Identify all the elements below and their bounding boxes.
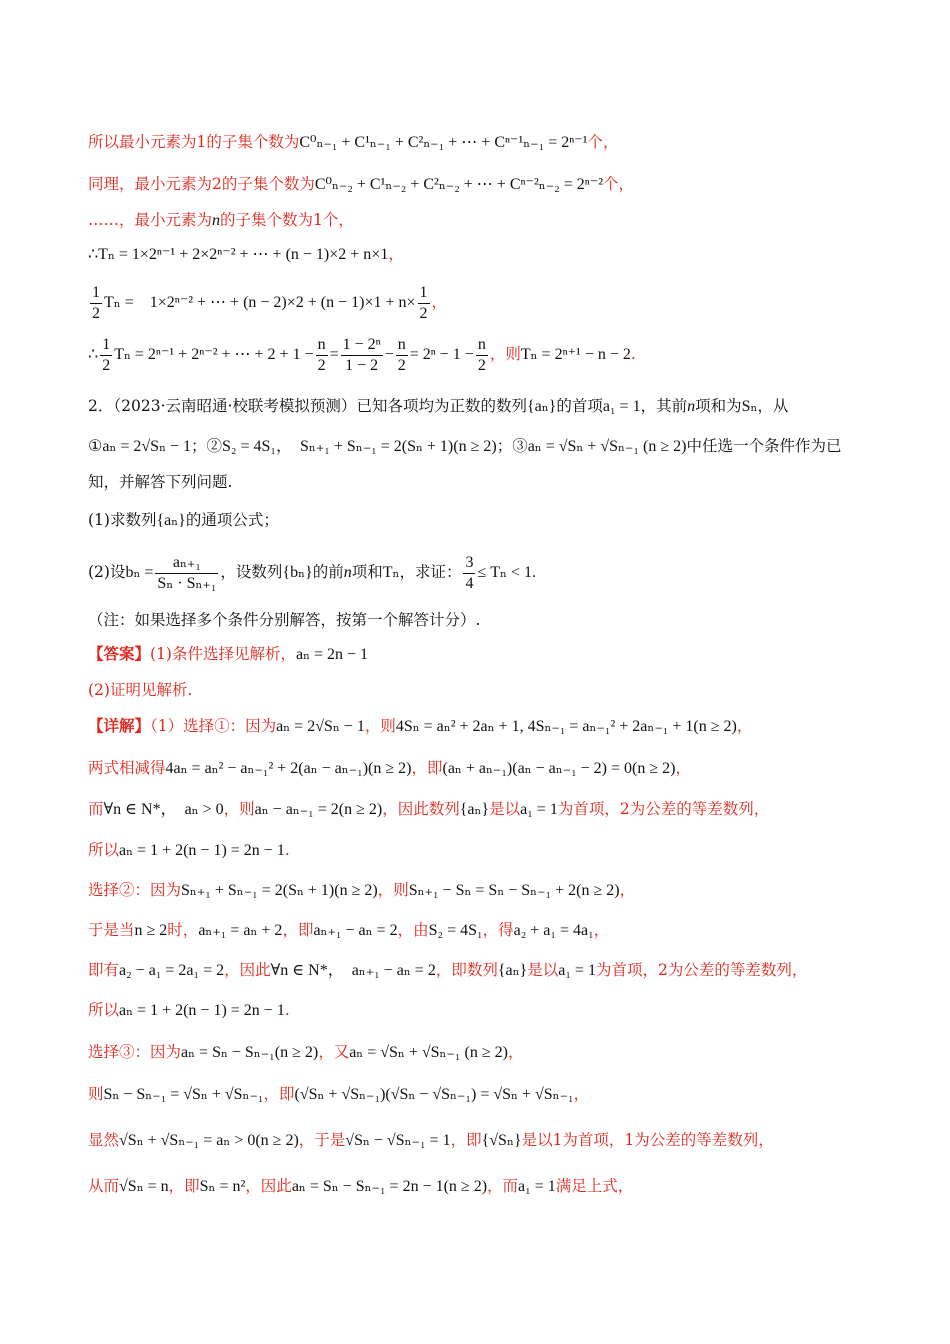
line-text: ；③	[496, 437, 528, 455]
math-expression: Sₙ	[741, 398, 758, 415]
math-expression: aₙ = Sₙ − Sₙ₋₁ = 2n − 1(n ≥ 2)	[291, 1178, 488, 1195]
fraction	[341, 335, 383, 376]
line-text: ，则	[489, 345, 521, 363]
line-text: ，由	[397, 921, 429, 939]
line-text: .	[284, 841, 290, 859]
answer-line	[88, 678, 890, 702]
fraction	[463, 553, 475, 594]
math-expression: √Sₙ = n	[119, 1178, 169, 1195]
line-text: 选择②：因为	[88, 881, 182, 899]
problem-conditions	[88, 434, 890, 459]
line-text: ，即	[411, 759, 443, 777]
math-expression: {aₙ}	[526, 398, 557, 415]
line-text: 知，并解答下列问题.	[88, 473, 233, 491]
detail-line	[88, 878, 890, 903]
fraction-denominator: 4	[465, 574, 474, 592]
math-expression: aₙ − aₙ₋₁ = 2(n ≥ 2)	[254, 801, 383, 818]
line-text: (2)设	[88, 563, 126, 581]
math-expression: 4aₙ = aₙ² − aₙ₋₁² + 2(aₙ − aₙ₋₁)(n ≥ 2)	[165, 760, 412, 777]
math-expression: a₁ = 1	[520, 801, 558, 818]
fraction	[418, 283, 430, 324]
math-expression: S₂ = 4S₁	[428, 922, 483, 939]
line-text: ，	[593, 921, 610, 939]
detail-line	[88, 838, 890, 863]
line-text: 满足上式，	[555, 1177, 634, 1195]
text-line	[88, 242, 890, 267]
line-text: 时，	[167, 921, 199, 939]
answer-line	[88, 642, 890, 667]
fraction-numerator: 3	[463, 553, 475, 574]
math-expression: √Sₙ − √Sₙ₋₁ = 1	[345, 1132, 451, 1149]
line-text: ，于是	[298, 1131, 346, 1149]
math-expression: aₙ = Sₙ − Sₙ₋₁(n ≥ 2)	[181, 1044, 319, 1061]
problem-number: 2．	[88, 397, 114, 415]
text-line	[88, 280, 890, 325]
fraction-denominator: 2	[477, 356, 486, 374]
math-expression: ∀n ∈ N*， aₙ₊₁ − aₙ = 2	[270, 962, 436, 979]
math-expression: (aₙ + aₙ₋₁)(aₙ − aₙ₋₁ − 2) = 0(n ≥ 2)	[442, 760, 676, 777]
line-text: ，	[431, 293, 448, 311]
line-text: 则	[88, 1085, 104, 1103]
text-line	[88, 208, 890, 233]
math-expression: aₙ₊₁ = aₙ + 2	[198, 922, 283, 939]
line-text: ，则	[223, 800, 255, 818]
text-line	[88, 470, 890, 494]
detail-line	[88, 918, 890, 943]
line-text: ，	[619, 881, 636, 899]
line-text: 个，	[603, 175, 635, 193]
math-expression: n ≥ 2	[134, 922, 168, 939]
math-expression: a₂ + a₁ = 4a₁	[513, 922, 594, 939]
line-text: ，因此	[245, 1177, 292, 1195]
line-text: (1)求数列	[88, 511, 157, 529]
math-expression: Tₙ = 2ⁿ⁺¹ − n − 2	[520, 346, 631, 363]
math-expression: a₁ = 1	[558, 962, 596, 979]
text-line	[88, 172, 890, 197]
fraction-numerator: 1 − 2ⁿ	[341, 335, 383, 356]
math-expression: √Sₙ + √Sₙ₋₁ = aₙ > 0(n ≥ 2)	[119, 1132, 299, 1149]
line-text: 为首项，2为公差的等差数列，	[557, 800, 770, 818]
note-text: （注：如果选择多个条件分别解答，按第一个解答计分）.	[88, 611, 481, 629]
line-text: ，	[388, 245, 404, 263]
math-expression: aₙ = √Sₙ + √Sₙ₋₁ (n ≥ 2)	[349, 1044, 508, 1061]
line-text: 是以	[489, 800, 521, 818]
detail-line	[88, 797, 890, 822]
detail-line	[88, 1128, 890, 1153]
line-text: 的前	[312, 563, 344, 581]
math-expression: Sₙ = n²	[199, 1178, 246, 1195]
line-text: (1)条件选择见解析，	[150, 645, 296, 663]
fraction-numerator: 1	[418, 283, 430, 304]
line-text: ，	[675, 759, 691, 777]
line-text: 中任选一个条件作为已	[686, 437, 842, 455]
line-text: 已知各项均为正数的数列	[356, 397, 527, 415]
fraction-numerator: 1	[100, 335, 112, 356]
fraction-numerator: aₙ₊₁	[155, 553, 218, 574]
line-text: ，又	[318, 1043, 350, 1061]
line-text: ，	[736, 717, 753, 735]
line-text: .	[630, 345, 636, 363]
math-expression: Sₙ₊₁ − Sₙ = Sₙ − Sₙ₋₁ + 2(n ≥ 2)	[408, 882, 620, 899]
math-expression: 4Sₙ = aₙ² + 2aₙ + 1, 4Sₙ₋₁ = aₙ₋₁² + 2aₙ₋₁ + 1(n ≥ 2)	[395, 718, 737, 735]
line-text: 选择③：因为	[88, 1043, 182, 1061]
line-text: 的子集个数为1个，	[220, 211, 354, 229]
fraction-denominator: 1 − 2	[345, 356, 379, 374]
math-expression: a₂ − a₁ = 2a₁ = 2	[119, 962, 225, 979]
math-expression: bₙ =	[125, 564, 154, 581]
line-text: ，即数列	[435, 961, 498, 979]
line-text: 个，	[587, 133, 619, 151]
line-text: 两式相减得	[88, 759, 166, 777]
line-text: 所以	[88, 1001, 120, 1019]
question-1	[88, 508, 890, 533]
fraction	[316, 335, 328, 376]
math-expression: C⁰ₙ₋₂ + C¹ₙ₋₂ + C²ₙ₋₂ + ⋯ + Cⁿ⁻²ₙ₋₂ = 2ⁿ⁻²	[314, 176, 604, 193]
line-text: ；②	[191, 437, 223, 455]
math-expression: aₙ₊₁ − aₙ = 2	[313, 922, 398, 939]
line-text: 即有	[88, 961, 120, 979]
line-text: ，	[573, 1085, 590, 1103]
line-text: ，则	[377, 881, 409, 899]
line-text: ……，最小元素为	[88, 211, 213, 229]
detail-line	[88, 958, 890, 983]
answer-tag: 【答案】	[88, 644, 151, 663]
fraction-denominator: 2	[397, 356, 406, 374]
line-text: 项和	[351, 563, 383, 581]
math-expression: {aₙ}	[156, 512, 186, 529]
line-text: 是以	[527, 961, 559, 979]
math-expression: ≤ Tₙ < 1.	[477, 564, 536, 581]
fraction-denominator: Sₙ · Sₙ₊₁	[157, 574, 217, 592]
math-expression: Sₙ₊₁ + Sₙ₋₁ = 2(Sₙ + 1)(n ≥ 2)	[181, 882, 378, 899]
text-line	[88, 130, 890, 155]
condition-3: aₙ = √Sₙ + √Sₙ₋₁ (n ≥ 2)	[527, 438, 687, 455]
line-text: 而	[88, 800, 104, 818]
math-variable: n	[343, 564, 352, 581]
line-text: 的首项	[556, 397, 603, 415]
math-expression: {aₙ}	[459, 801, 490, 818]
fraction	[90, 283, 102, 324]
line-text: 的通项公式；	[185, 511, 279, 529]
problem-source: （2023·云南昭通·校联考模拟预测）	[113, 397, 357, 415]
line-text: 从而	[88, 1177, 120, 1195]
math-expression: {bₙ}	[282, 564, 313, 581]
math-expression: {√Sₙ}	[481, 1132, 522, 1149]
math-expression: Sₙ − Sₙ₋₁ = √Sₙ + √Sₙ₋₁	[103, 1086, 264, 1103]
math-operator: =	[329, 346, 339, 363]
line-text: ，即	[450, 1131, 482, 1149]
line-text: ，因此数列	[382, 800, 460, 818]
math-expression: Tₙ = 1×2ⁿ⁻² + ⋯ + (n − 2)×2 + (n − 1)×1 + n×	[104, 294, 416, 311]
fraction	[100, 335, 112, 376]
fraction	[155, 553, 218, 594]
detail-line	[88, 998, 890, 1023]
math-expression: aₙ = 1 + 2(n − 1) = 2n − 1	[119, 842, 285, 859]
question-2	[88, 550, 890, 595]
line-text: 是以1为首项，1为公差的等差数列，	[521, 1131, 774, 1149]
fraction-denominator: 2	[317, 356, 326, 374]
detail-tag: 【详解】	[88, 716, 151, 735]
math-expression: aₙ = 2√Sₙ − 1	[276, 718, 365, 735]
fraction	[396, 335, 408, 376]
math-expression: aₙ = 1 + 2(n − 1) = 2n − 1	[119, 1002, 285, 1019]
line-text: ，设数列	[220, 563, 283, 581]
fraction-denominator: 2	[419, 304, 428, 322]
line-text: (2)证明见解析.	[88, 681, 193, 699]
math-expression: (√Sₙ + √Sₙ₋₁)(√Sₙ − √Sₙ₋₁) = √Sₙ + √Sₙ₋₁	[294, 1086, 574, 1103]
line-text: 所以最小元素为1的子集个数为	[88, 133, 300, 151]
detail-line	[88, 1174, 890, 1199]
fraction-denominator: 2	[102, 356, 111, 374]
detail-line	[88, 756, 890, 781]
line-text: 项和为	[695, 397, 742, 415]
fraction-numerator: n	[316, 335, 328, 356]
line-text: 所以	[88, 841, 120, 859]
math-operator: −	[384, 346, 394, 363]
line-text: ，得	[482, 921, 514, 939]
line-text: ，即	[282, 921, 314, 939]
line-text: ，即	[263, 1085, 295, 1103]
math-expression: Tₙ	[382, 564, 400, 581]
line-text: 同理，最小元素为2的子集个数为	[88, 175, 315, 193]
math-expression: Tₙ = 2ⁿ⁻¹ + 2ⁿ⁻² + ⋯ + 2 + 1 −	[114, 346, 314, 363]
problem-stem	[88, 394, 890, 419]
math-expression: a₁ = 1	[518, 1178, 556, 1195]
math-variable: n	[687, 398, 696, 415]
line-text: ，从	[757, 397, 789, 415]
math-expression: {aₙ}	[497, 962, 528, 979]
condition-1: ①aₙ = 2√Sₙ − 1	[88, 438, 192, 455]
math-expression: C⁰ₙ₋₁ + C¹ₙ₋₁ + C²ₙ₋₁ + ⋯ + Cⁿ⁻¹ₙ₋₁ = 2ⁿ⁻¹	[299, 134, 588, 151]
detail-line	[88, 1082, 890, 1107]
fraction-numerator: n	[476, 335, 488, 356]
line-text: ，其前	[640, 397, 688, 415]
line-text: .	[284, 1001, 290, 1019]
fraction-denominator: 2	[92, 304, 100, 322]
line-text: 为首项，2为公差的等差数列，	[595, 961, 808, 979]
line-text: （1）选择①：因为	[150, 717, 277, 735]
math-expression: aₙ = 2n − 1	[295, 646, 369, 663]
line-text: ，因此	[224, 961, 271, 979]
fraction-numerator: 1	[90, 283, 102, 304]
fraction-numerator: n	[396, 335, 408, 356]
line-text: 显然	[88, 1131, 120, 1149]
text-line	[88, 332, 890, 377]
math-expression: = 2ⁿ − 1 −	[409, 346, 474, 363]
line-text: ，而	[487, 1177, 519, 1195]
condition-2: S₂ = 4S₁， Sₙ₊₁ + Sₙ₋₁ = 2(Sₙ + 1)(n ≥ 2)	[222, 438, 497, 455]
line-text: 于是当	[88, 921, 135, 939]
math-variable: n	[212, 212, 221, 229]
fraction	[476, 335, 488, 376]
line-text: ，求证：	[399, 563, 462, 581]
line-text: ，即	[168, 1177, 200, 1195]
line-text: ，	[507, 1043, 524, 1061]
problem-note	[88, 608, 890, 632]
therefore-symbol: ∴	[88, 346, 99, 363]
math-expression: ∴Tₙ = 1×2ⁿ⁻¹ + 2×2ⁿ⁻² + ⋯ + (n − 1)×2 + n×1	[88, 246, 389, 263]
line-text: ，则	[364, 717, 396, 735]
detail-line	[88, 714, 890, 739]
detail-line	[88, 1040, 890, 1065]
math-expression: ∀n ∈ N*， aₙ > 0	[103, 801, 224, 818]
math-expression: a₁ = 1	[602, 398, 641, 415]
